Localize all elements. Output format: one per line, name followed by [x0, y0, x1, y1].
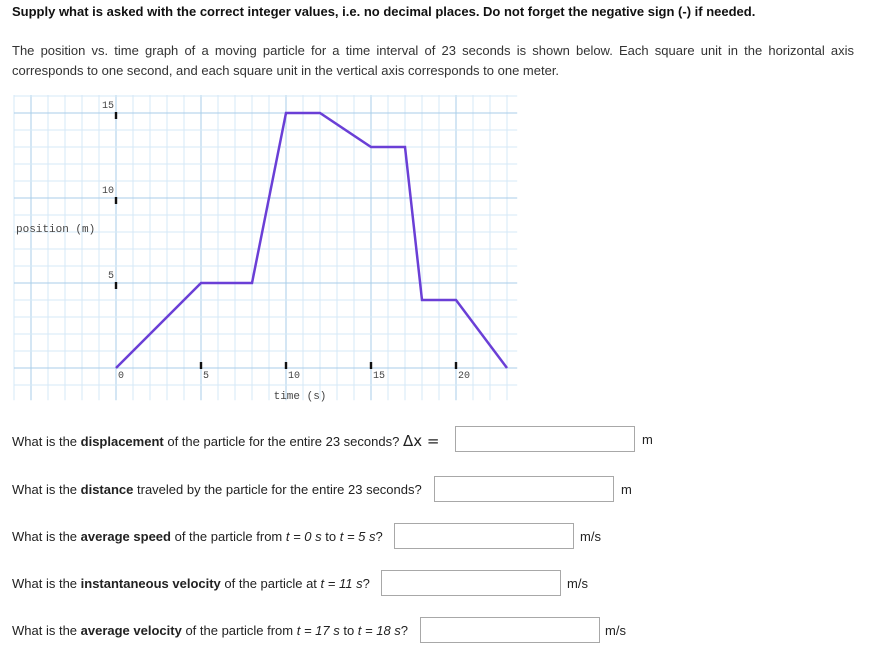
x-tick-mark: [370, 362, 372, 369]
y-tick-mark: [115, 197, 117, 204]
average-velocity-unit: m/s: [605, 623, 626, 638]
y-tick-mark: [115, 112, 117, 119]
x-tick-label: 10: [288, 371, 301, 382]
question-average-velocity: What is the average velocity of the particle from t = 17 s to t = 18 s?: [12, 623, 409, 638]
average-speed-unit: m/s: [580, 529, 601, 544]
instantaneous-velocity-unit: m/s: [567, 576, 588, 591]
x-tick-label: 20: [458, 371, 471, 382]
chart-series: [116, 113, 507, 368]
instantaneous-velocity-input[interactable]: [381, 570, 561, 596]
position-series-line: [116, 113, 507, 368]
displacement-unit: m: [642, 432, 653, 447]
y-tick-label: 10: [101, 186, 114, 197]
question-distance: What is the distance traveled by the particle for the entire 23 seconds?: [12, 482, 422, 497]
x-tick-label: 0: [118, 371, 125, 382]
question-displacement: What is the displacement of the particle for the entire 23 seconds? Δx =: [12, 432, 440, 450]
delta-x-symbol: Δx =: [402, 432, 440, 450]
chart-grid: [14, 95, 517, 400]
position-time-graph: [0, 95, 520, 415]
x-axis-label: time (s): [273, 391, 327, 403]
y-tick-label: 15: [101, 101, 114, 112]
x-tick-mark: [455, 362, 457, 369]
instructions: Supply what is asked with the correct integer values, i.e. no decimal places. Do not forget the negative sign (-) if needed.: [12, 4, 756, 19]
average-velocity-input[interactable]: [420, 617, 600, 643]
average-speed-input[interactable]: [394, 523, 574, 549]
x-tick-mark: [200, 362, 202, 369]
question-instantaneous-velocity: What is the instantaneous velocity of the particle at t = 11 s?: [12, 576, 370, 591]
displacement-input[interactable]: [455, 426, 635, 452]
y-tick-label: 5: [107, 271, 114, 282]
distance-unit: m: [621, 482, 632, 497]
problem-description: The position vs. time graph of a moving particle for a time interval of 23 seconds is shown below. Each square unit in the horizontal axis corresponds to one second, and each square unit in the vertical axis corresponds to one meter.: [12, 43, 854, 78]
x-tick-mark: [285, 362, 287, 369]
y-axis-label: position (m): [16, 224, 96, 236]
x-tick-label: 15: [373, 371, 386, 382]
question-average-speed: What is the average speed of the particle from t = 0 s to t = 5 s?: [12, 529, 383, 544]
y-tick-mark: [115, 282, 117, 289]
x-tick-label: 5: [203, 371, 210, 382]
distance-input[interactable]: [434, 476, 614, 502]
